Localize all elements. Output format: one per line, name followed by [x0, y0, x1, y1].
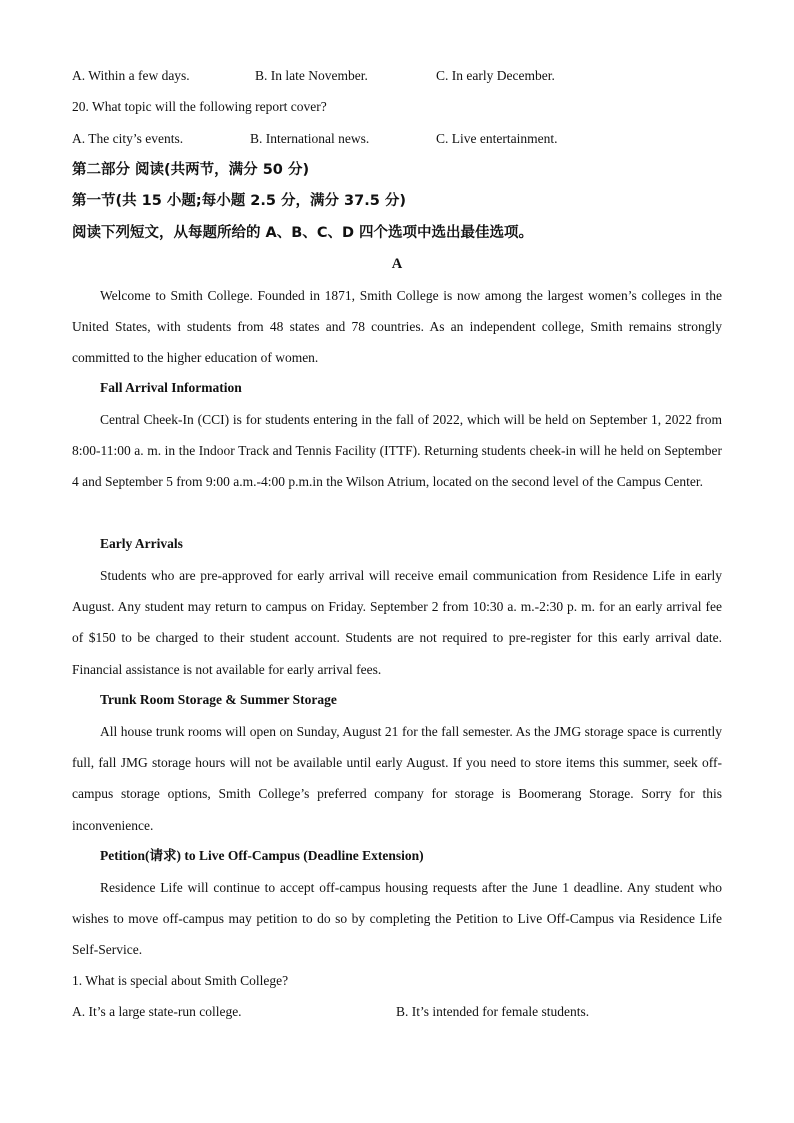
section1-title: 第一节(共 15 小题;每小题 2.5 分，满分 37.5 分) [72, 193, 406, 209]
paragraph-petition [72, 872, 722, 966]
passage-label: A [391, 256, 403, 272]
paragraph-fall-arrival-text: Central Cheek-In (CCI) is for students entering in the fall of 2022, which will be held on September 1, 2022 from 8:00-11:00 a. m. in the Indoor Track and Tennis Facility (ITTF). Returning students cheek-in will he held on September 4 and September 5 from 9:00 a.m.-4:00 p.m.in the Wilson Atrium, located on the second level of the Campus Center. [72, 412, 722, 490]
heading-fall-arrival: Fall Arrival Information [100, 380, 242, 395]
q20-option-a: A. The city’s events. [72, 131, 184, 146]
heading-petition: Petition(请求) to Live Off-Campus (Deadline Extension) [100, 848, 424, 863]
q20-option-b: B. International news. [250, 131, 370, 146]
q20-option-c: C. Live entertainment. [436, 131, 558, 146]
paragraph-fall-arrival [72, 404, 722, 498]
paragraph-early-arrivals-text: Students who are pre-approved for early arrival will receive email communication from Residence Life in early August. Any student may return to campus on Friday. September 2 from 10:30 a. m.-2:30 p. m. for an early arrival fee of $150 to be charged to their student account. Students are not required to pre-register for this early arrival date. Financial assistance is not available for early arrival fees. [72, 568, 722, 677]
part2-title: 第二部分 阅读(共两节，满分 50 分) [72, 162, 310, 178]
paragraph-petition-text: Residence Life will continue to accept off-campus housing requests after the June 1 deadline. Any student who wishes to move off-campus may petition to do so by completing the Petition to Live Off-Campus via Residence Life Self-Service. [72, 880, 722, 958]
passage-intro [72, 280, 722, 374]
q20-question: 20. What topic will the following report cover? [72, 99, 327, 114]
q19-option-b: B. In late November. [255, 68, 368, 83]
q1-option-b: B. It’s intended for female students. [396, 1004, 590, 1019]
heading-early-arrivals: Early Arrivals [100, 536, 183, 551]
paragraph-trunk-room-storage [72, 716, 722, 841]
paragraph-early-arrivals [72, 560, 722, 685]
q19-option-c: C. In early December. [436, 68, 555, 83]
heading-trunk-room-storage: Trunk Room Storage & Summer Storage [100, 692, 337, 707]
reading-instruction: 阅读下列短文，从每题所给的 A、B、C、D 四个选项中选出最佳选项。 [72, 225, 534, 241]
q1-option-a: A. It’s a large state-run college. [72, 1004, 242, 1019]
q19-option-a: A. Within a few days. [72, 68, 190, 83]
passage-intro-text: Welcome to Smith College. Founded in 1871, Smith College is now among the largest women’s colleges in the United States, with students from 48 states and 78 countries. As an independent college, Smith remains strongly committed to the higher education of women. [72, 288, 722, 366]
paragraph-trunk-room-storage-text: All house trunk rooms will open on Sunday, August 21 for the fall semester. As the JMG storage space is currently full, fall JMG storage hours will not be available until early August. If you need to store items this summer, seek off-campus storage options, Smith College’s preferred company for storage is Boomerang Storage. Sorry for this inconvenience. [72, 724, 722, 833]
q1-question: 1. What is special about Smith College? [72, 973, 289, 988]
